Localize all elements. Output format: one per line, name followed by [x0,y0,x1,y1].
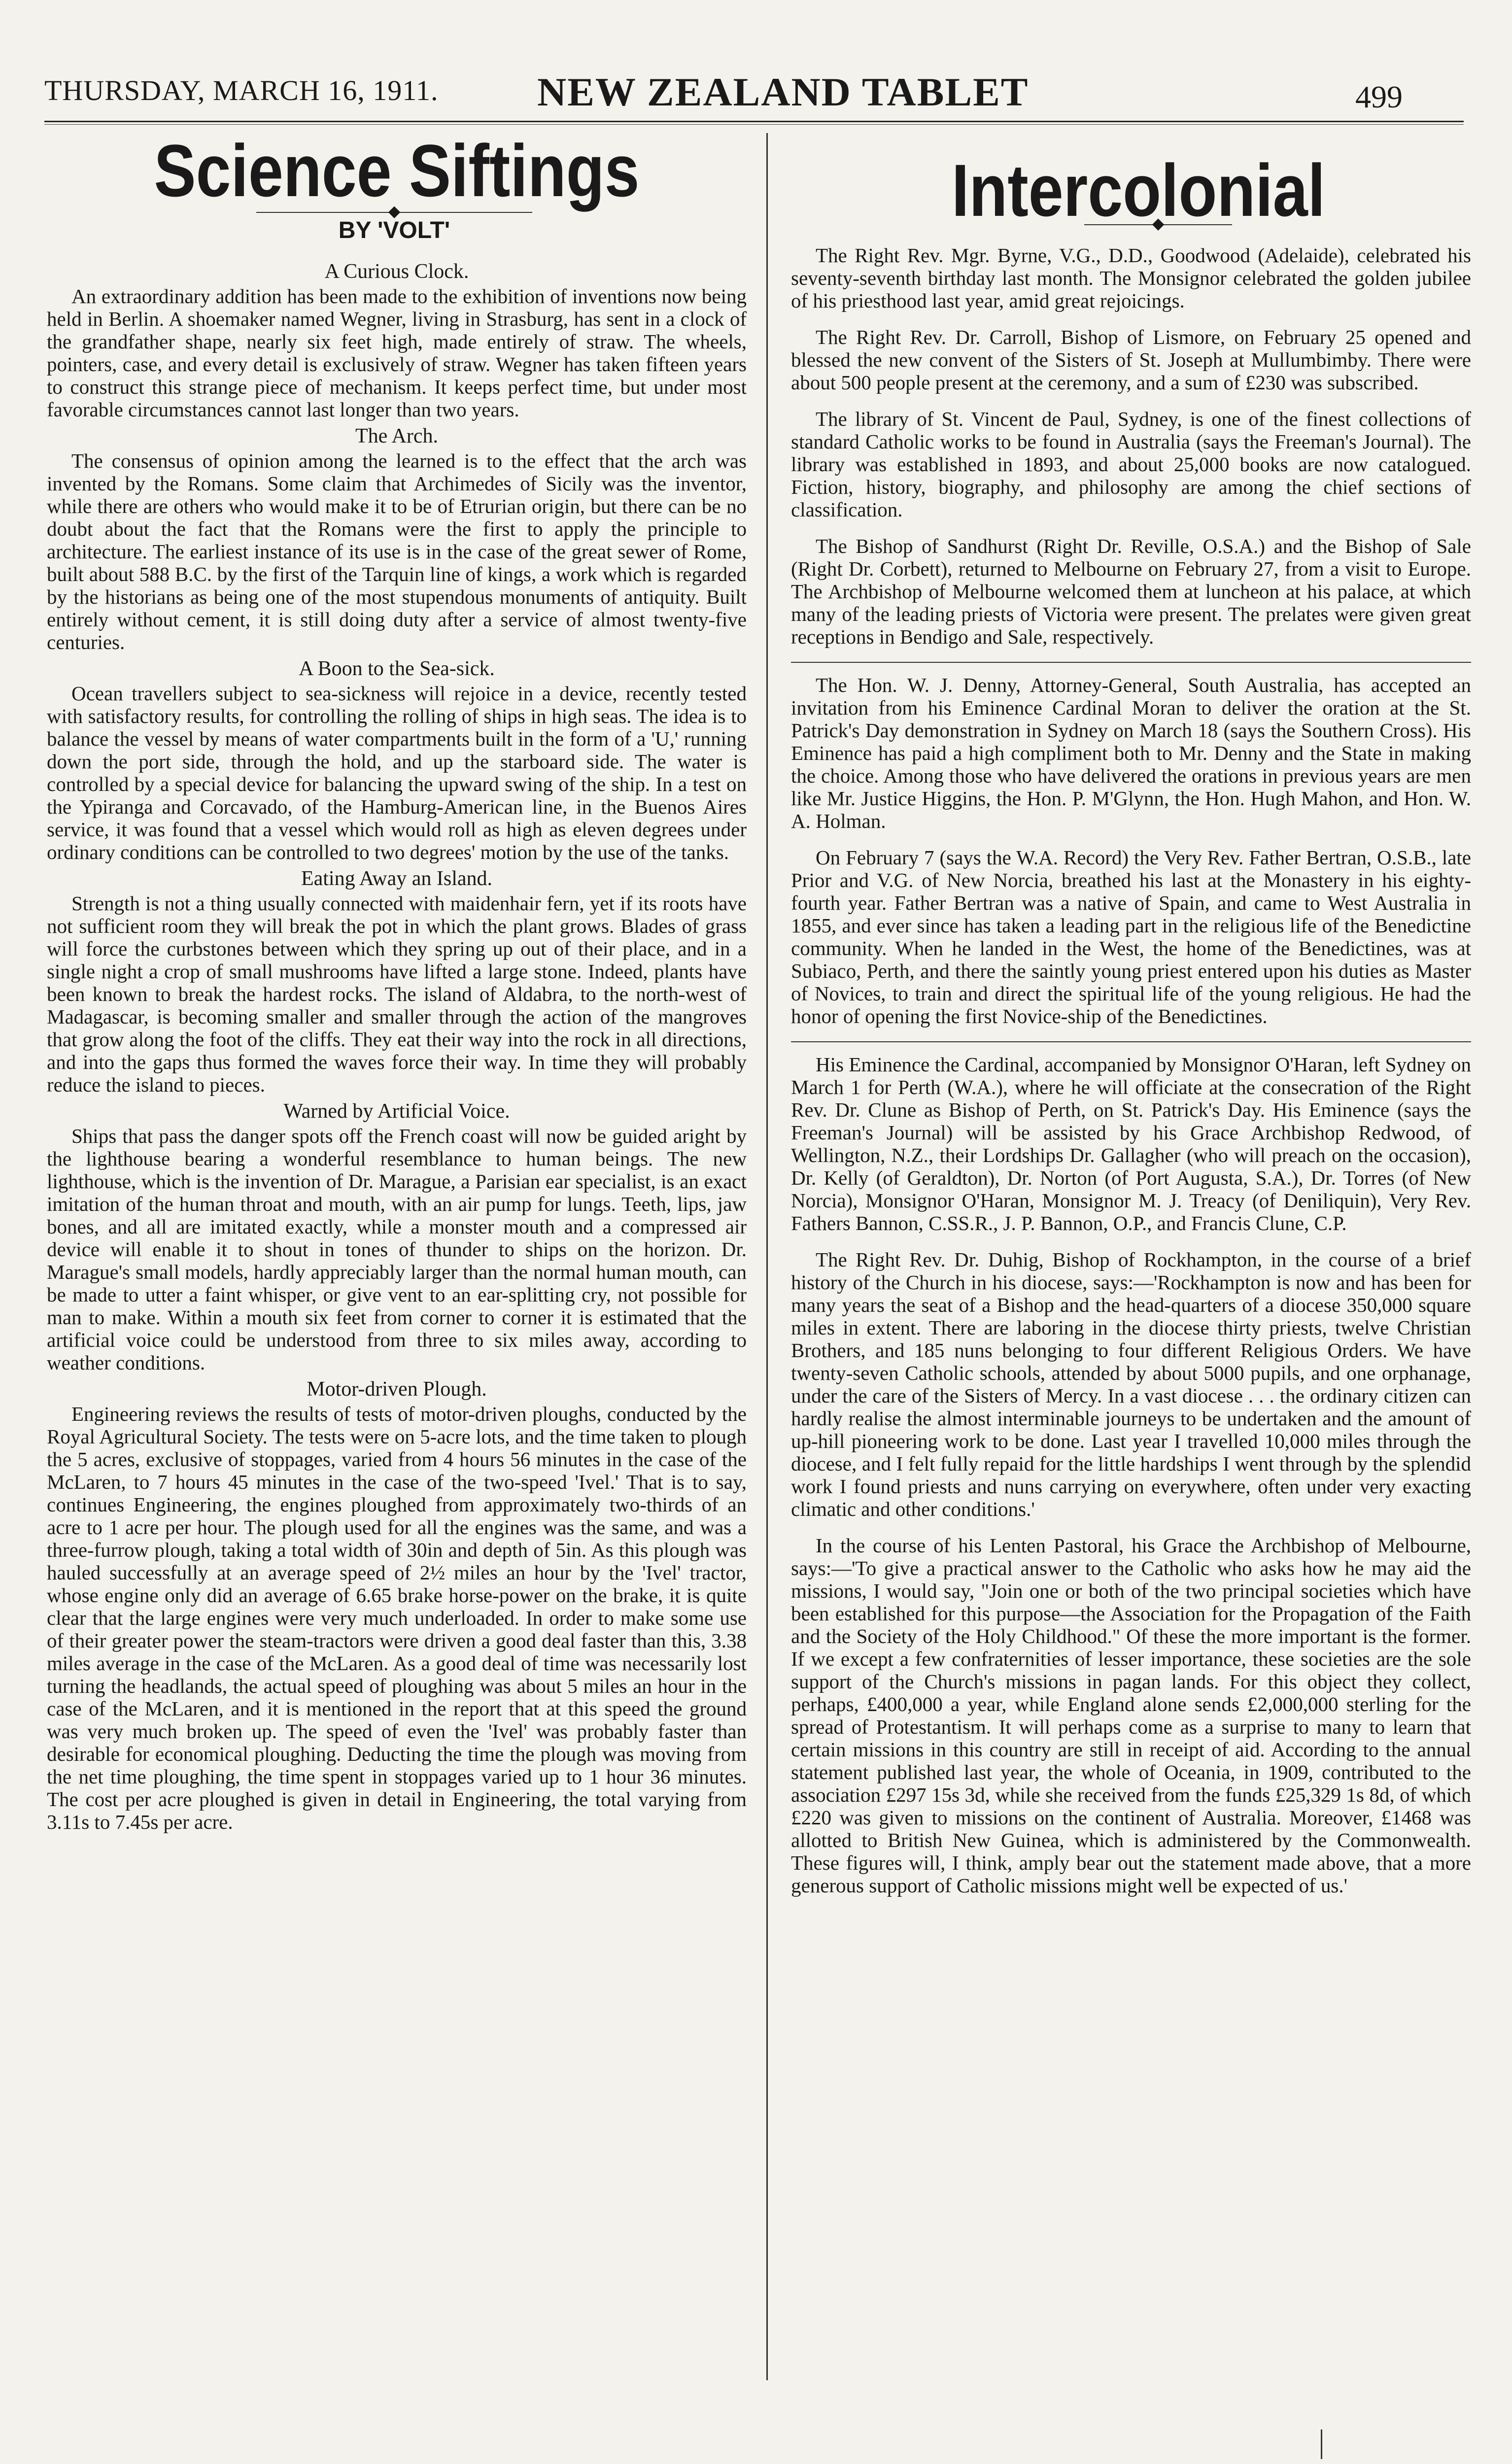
news-item: The Right Rev. Dr. Carroll, Bishop of Lismore, on February 25 opened and blessed the new convent of the Sisters of St. Joseph at Mullumbimby. There were about 500 people present at the ceremony, and a sum of £230 was subscribed. [791,326,1471,394]
masthead-title: NEW ZEALAND TABLET [537,69,1029,114]
header-date: THURSDAY, MARCH 16, 1911. [44,74,439,106]
article-heading: Eating Away an Island. [301,867,493,890]
intercolonial-column [791,244,1471,1911]
news-item: The Bishop of Sandhurst (Right Dr. Reville, O.S.A.) and the Bishop of Sale (Right Dr. Corbett), returned to Melbourne on February 27, from a visit to Europe. The Archbishop of Melbourne welcomed them at luncheon at his palace, at which many of the leading priests of Victoria were present. The prelates were given great receptions in Bendigo and Sale, respectively. [791,535,1471,648]
article-paragraph: Ocean travellers subject to sea-sickness will rejoice in a device, recently tested with satisfactory results, for controlling the rolling of ships in high seas. The idea is to balance the vessel by means of water compartments built in the form of a 'U,' running down the port side, through the hold, and up the starboard side. The water is controlled by a special device for balancing the upward swing of the ship. In a test on the Ypiranga and Corcavado, of the Hamburg-American line, in the Buenos Aires service, it was found that a vessel which would roll as high as eleven degrees under ordinary conditions can be controlled to two degrees' motion by the use of the tanks. [47,682,747,863]
header-rule [44,121,1464,122]
intercolonial-title: Intercolonial [951,149,1326,232]
science-siftings-title: Science Siftings [154,129,640,212]
news-item: On February 7 (says the W.A. Record) the Very Rev. Father Bertran, O.S.B., late Prior and V.G. of New Norcia, breathed his last at the Monastery in his eighty-fourth year. Father Bertran was a native of Spain, and came to West Australia in 1855, and ever since has taken a leading part in the religious life of the Benedictine community. When he landed in the West, the home of the Benedictines, was at Subiaco, Perth, and there the saintly young priest entered upon his duties as Master of Novices, to train and direct the spiritual life of the young religious. He had the honor of opening the first Novice-ship of the Benedictines. [791,846,1471,1027]
article-paragraph: Ships that pass the danger spots off the French coast will now be guided aright by the lighthouse bearing a wonderful resemblance to human beings. The new lighthouse, which is the invention of Dr. Marague, a Parisian ear specialist, is an exact imitation of the human throat and mouth, with an air pump for lungs. Teeth, lips, jaw bones, and all are imitated exactly, while a monster mouth and a compressed air device will enable it to shout in tones of thunder to ships on the horizon. Dr. Marague's small models, hardly appreciably larger than the normal human mouth, can be made to utter a faint whisper, or give vent to an ear-splitting cry, not possible for man to make. Within a mouth six feet from corner to corner it is estimated that the artificial voice could be understood from three to six miles away, according to weather conditions. [47,1125,747,1374]
article-paragraph: Strength is not a thing usually connected with maidenhair fern, yet if its roots have not sufficient room they will break the pot in which the plant grows. Blades of grass will force the curbstones between which they spring up out of their place, and in a single night a crop of small mushrooms have lifted a large stone. Indeed, plants have been known to break the hardest rocks. The island of Aldabra, to the north-west of Madagascar, is becoming smaller and smaller through the action of the mangroves that grow along the foot of the cliffs. They eat their way into the rock in all directions, and into the gaps thus formed the waves force their way. In time they will probably reduce the island to pieces. [47,892,747,1096]
item-separator [791,662,1471,663]
article-heading: The Arch. [355,425,438,447]
news-item: In the course of his Lenten Pastoral, his Grace the Archbishop of Melbourne, says:—'To give a practical answer to the Catholic who asks how he may aid the missions, I would say, "Join one or both of the two principal societies which have been established for this purpose—the Association for the Propagation of the Faith and the Society of the Holy Childhood." Of these the more important is the former. If we except a few confraternities of lesser importance, these societies are the sole support of the Church's missions in pagan lands. For this object they collect, perhaps, £400,000 a year, while England alone sends £2,000,000 sterling for the spread of Protestantism. It will perhaps come as a surprise to many to learn that certain missions in this country are still in receipt of aid. According to the annual statement published last year, the whole of Oceania, in 1909, contributed to the association £297 15s 3d, while she received from the funds £25,329 1s 8d, of which £220 was given to missions on the continent of Australia. Moreover, £1468 was allotted to British New Guinea, which is administered by the Commonwealth. These figures will, I think, amply bear out the statement made above, that a more generous support of Catholic missions might well be expected of us.' [791,1534,1471,1897]
header-rule-thin [44,124,1464,125]
news-item: The library of St. Vincent de Paul, Sydney, is one of the finest collections of standard Catholic works to be found in Australia (says the Freeman's Journal). The library was established in 1893, and about 25,000 books are now catalogued. Fiction, history, biography, and philosophy are among the chief sections of classification. [791,408,1471,521]
article-heading: Warned by Artificial Voice. [283,1100,510,1123]
end-mark [1321,2430,1322,2459]
article-heading: Motor-driven Plough. [307,1378,487,1401]
page-number: 499 [1355,79,1403,114]
news-item: The Hon. W. J. Denny, Attorney-General, South Australia, has accepted an invitation from his Eminence Cardinal Moran to deliver the oration at the St. Patrick's Day demonstration in Sydney on March 18 (says the Southern Cross). His Eminence has paid a high compliment both to Mr. Denny and the State in making the choice. Among those who have delivered the orations in previous years are men like Mr. Justice Higgins, the Hon. P. M'Glynn, the Hon. Hugh Mahon, and Hon. W. A. Holman. [791,674,1471,832]
news-item: His Eminence the Cardinal, accompanied by Monsignor O'Haran, left Sydney on March 1 for Perth (W.A.), where he will officiate at the consecration of the Right Rev. Dr. Clune as Bishop of Perth, on St. Patrick's Day. His Eminence (says the Freeman's Journal) will be assisted by his Grace Archbishop Redwood, of Wellington, N.Z., their Lordships Dr. Gallagher (who will preach on the occasion), Dr. Kelly (of Geraldton), Dr. Norton (of Port Augusta, S.A.), Dr. Torres (of New Norcia), Monsignor O'Haran, Monsignor M. J. Treacy (of Deniliquin), Very Rev. Fathers Bannon, C.SS.R., J. P. Bannon, O.P., and Francis Clune, C.P. [791,1053,1471,1234]
item-separator [791,1041,1471,1042]
article-heading: A Curious Clock. [324,260,469,283]
news-item: The Right Rev. Mgr. Byrne, V.G., D.D., Goodwood (Adelaide), celebrated his seventy-seventh birthday last month. The Monsignor celebrated the golden jubilee of his priesthood last year, amid great rejoicings. [791,244,1471,312]
title-ornament [256,212,532,213]
article-paragraph: Engineering reviews the results of tests of motor-driven ploughs, conducted by the Royal Agricultural Society. The tests were on 5-acre lots, and the time taken to plough the 5 acres, exclusive of stoppages, varied from 4 hours 56 minutes in the case of the McLaren, to 7 hours 45 minutes in the case of the two-speed 'Ivel.' That is to say, continues Engineering, the engines ploughed from approximately two-thirds of an acre to 1 acre per hour. The plough used for all the engines was the same, and was a three-furrow plough, taking a total width of 30in and depth of 5in. As this plough was hauled successfully at an average speed of 2½ miles an hour by the 'Ivel' tractor, whose engine only did an average of 6.65 brake horse-power on the brake, it is quite clear that the large engines were very much underloaded. In order to make some use of their greater power the steam-tractors were driven a good deal faster than this, 3.38 miles average in the case of the McLaren. As a good deal of time was necessarily lost turning the headlands, the actual speed of ploughing was about 5 miles an hour in the case of the McLaren, and it is mentioned in the report that at this speed the ground was very much broken up. The speed of even the 'Ivel' was probably faster than desirable for economical ploughing. Deducting the time the plough was moving from the net time ploughing, the time spent in stoppages varied up to 1 hour 36 minutes. The cost per acre ploughed is given in detail in Engineering, the total varying from 3.11s to 7.45s per acre. [47,1403,747,1833]
article-paragraph: The consensus of opinion among the learned is to the effect that the arch was invented by the Romans. Some claim that Archimedes of Sicily was the inventor, while there are others who would make it to be of Etrurian origin, but there can be no doubt about the fact that the Romans were the first to apply the principle to architecture. The earliest instance of its use is in the case of the great sewer of Rome, built about 588 B.C. by the first of the Tarquin line of kings, a work which is regarded by the historians as being one of the most stupendous monuments of antiquity. Built entirely without cement, it is still doing duty after a service of almost twenty-five centuries. [47,449,747,653]
byline: BY 'VOLT' [338,217,450,243]
science-column [47,256,747,1833]
news-item: The Right Rev. Dr. Duhig, Bishop of Rockhampton, in the course of a brief history of the Church in his diocese, says:—'Rockhampton is now and has been for many years the seat of a Bishop and the head-quarters of a diocese 350,000 square miles in extent. There are laboring in the diocese thirty priests, twelve Christian Brothers, and 185 nuns belonging to four different Religious Orders. We have twenty-seven Catholic schools, attended by about 5000 pupils, and one orphanage, under the care of the Sisters of Mercy. In a vast diocese . . . the ordinary citizen can hardly realise the almost interminable journeys to be undertaken and the amount of up-hill pioneering work to be done. Last year I travelled 10,000 miles through the diocese, and I felt fully repaid for the little hardships I went through by the splendid work I found priests and nuns carrying on everywhere, often under very exacting climatic and other conditions.' [791,1248,1471,1520]
article-paragraph: An extraordinary addition has been made to the exhibition of inventions now being held in Berlin. A shoemaker named Wegner, living in Strasburg, has sent in a clock of the grandfather shape, nearly six feet high, made entirely of straw. The wheels, pointers, case, and every detail is exclusively of straw. Wegner has taken fifteen years to construct this strange piece of mechanism. It keeps perfect time, but under most favorable circumstances cannot last longer than two years. [47,285,747,421]
article-heading: A Boon to the Sea-sick. [299,657,495,680]
column-divider [766,133,768,2380]
title-ornament [1084,224,1232,225]
